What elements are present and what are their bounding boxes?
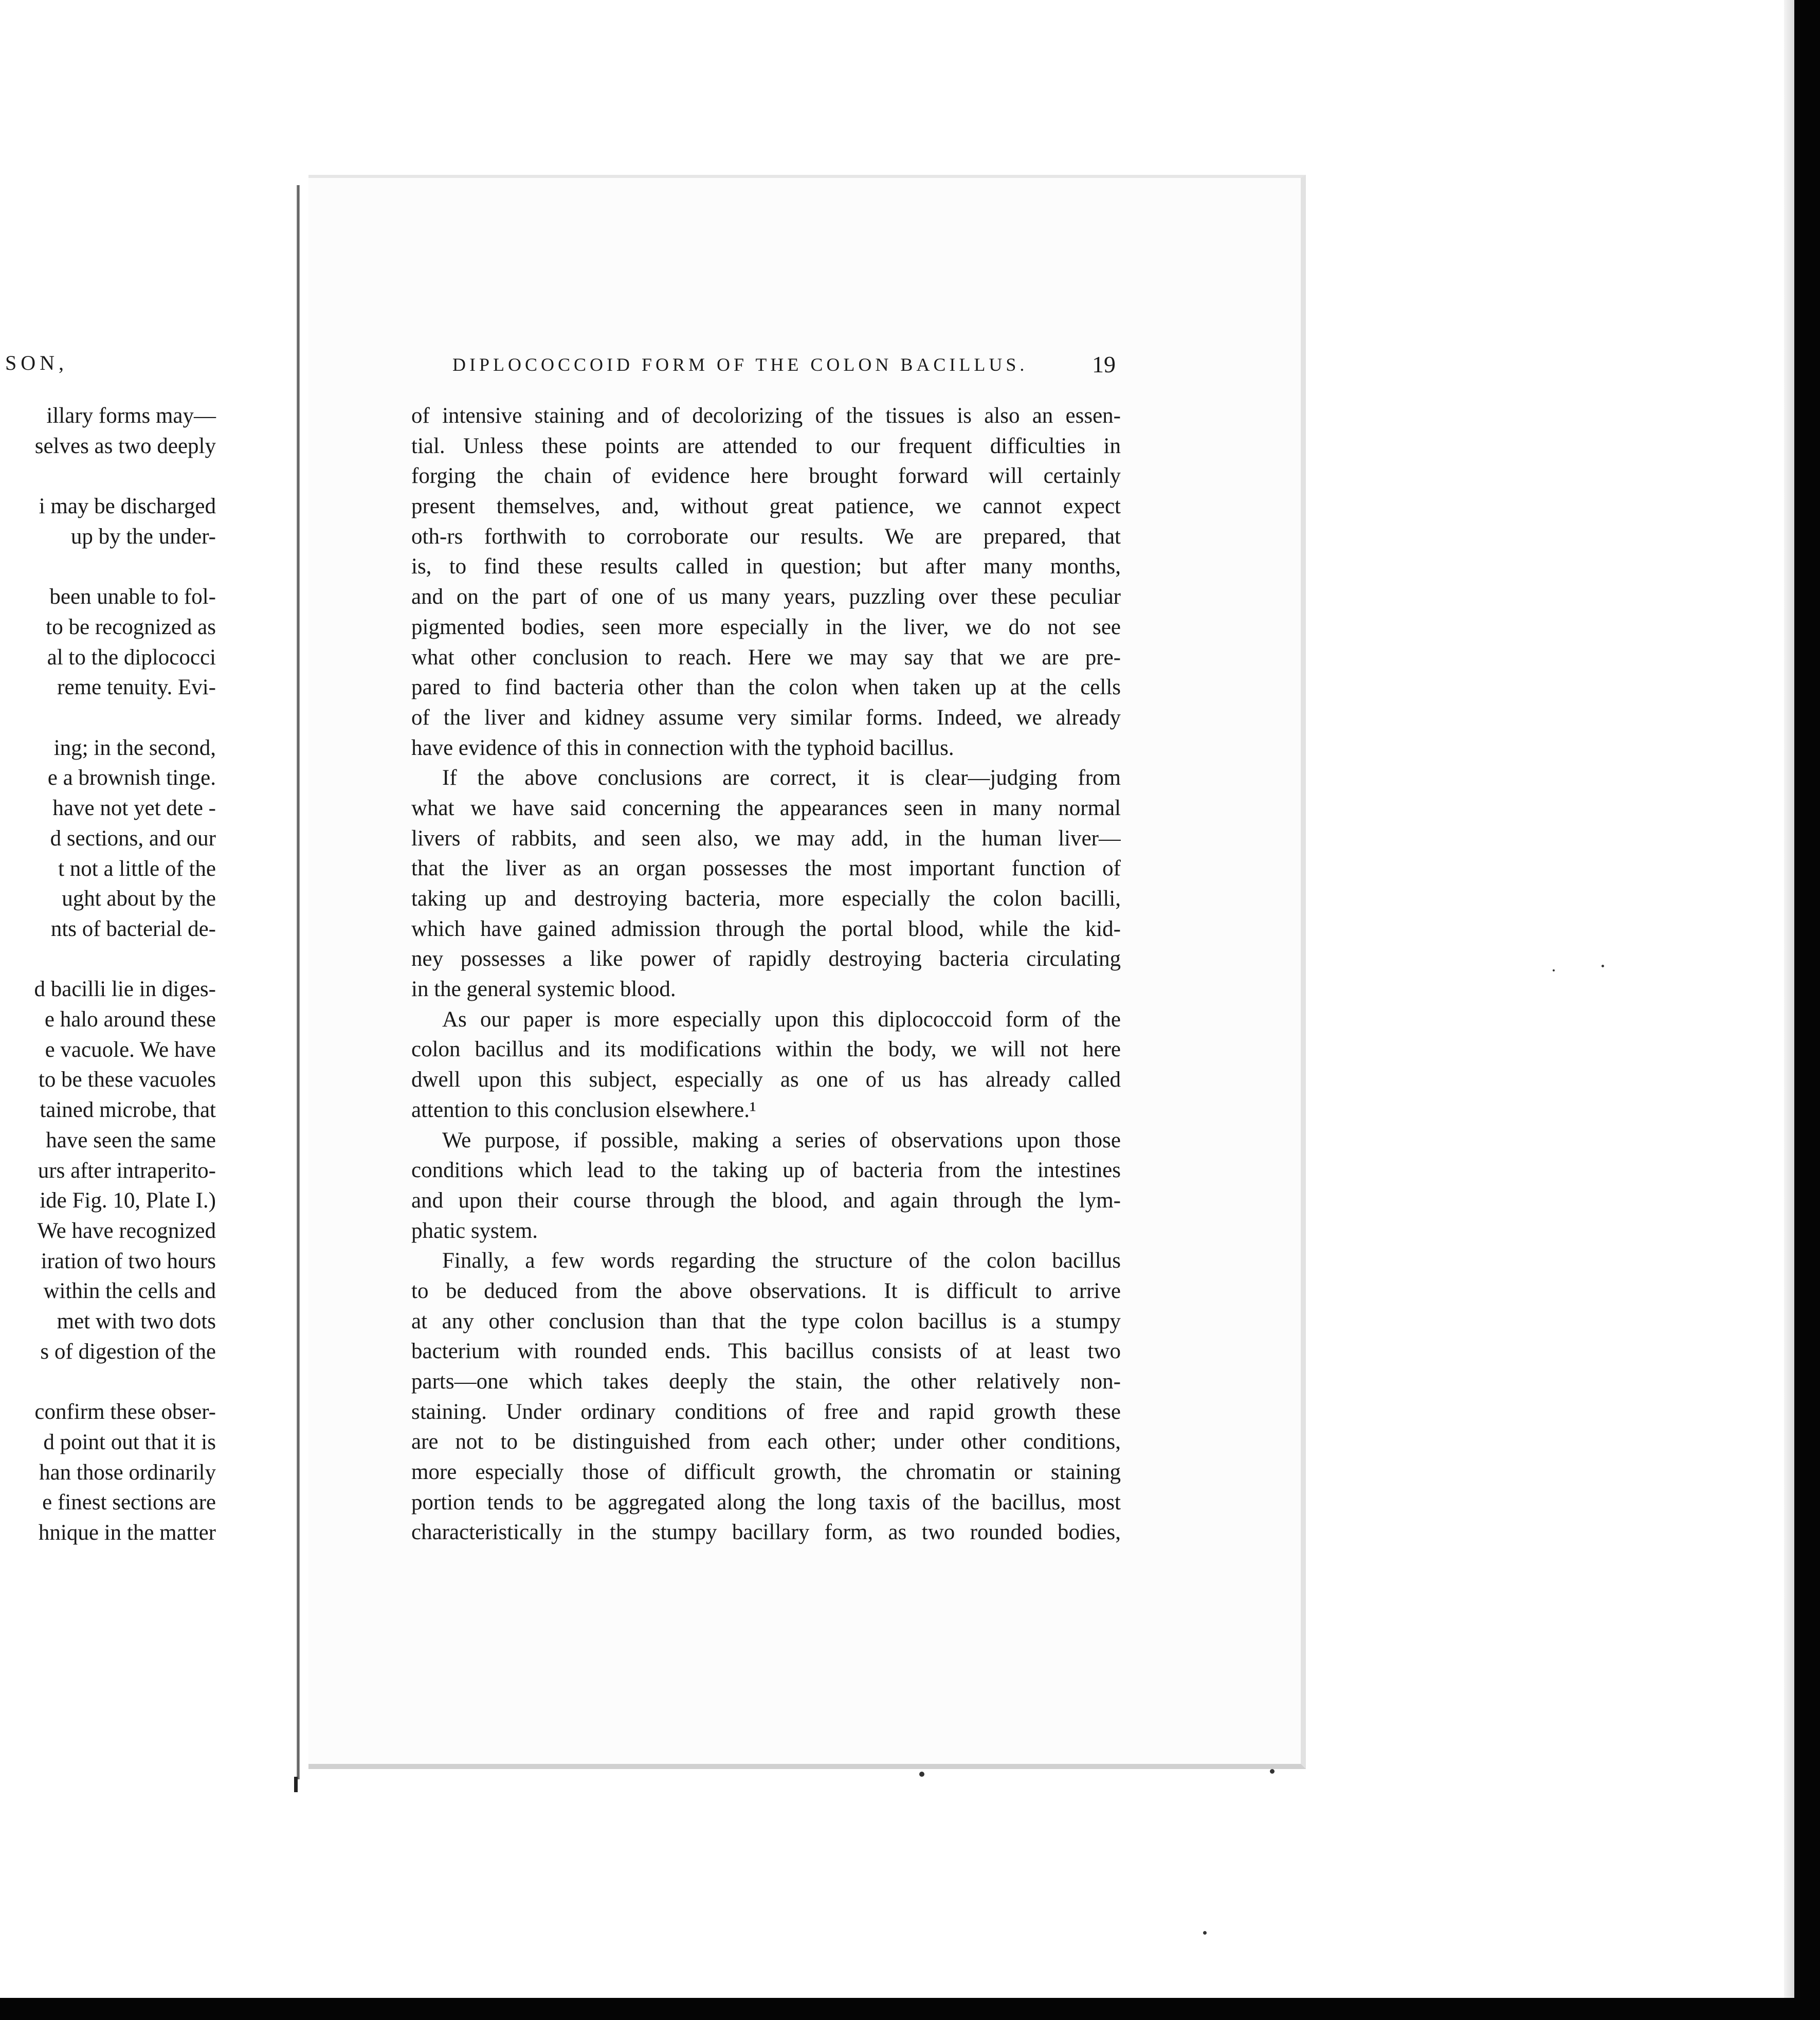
left-text-line: to be these vacuoles <box>38 1068 216 1092</box>
left-text-line: up by the under- <box>70 524 216 549</box>
body-text-line: that the liver as an organ possesses the most important function of <box>411 856 1121 881</box>
body-text-line: what other conclusion to reach. Here we may say that we are pre- <box>411 645 1121 670</box>
scan-speck <box>1203 1931 1207 1935</box>
left-text-line: ing; in the second, <box>53 735 216 760</box>
body-text-line: attention to this conclusion elsewhere.¹ <box>411 1097 756 1122</box>
scan-edge <box>1784 0 1795 2000</box>
scan-border-bottom <box>0 1998 1820 2020</box>
body-text-line: is, to find these results called in question; but after many months, <box>411 554 1121 579</box>
body-text-line: and on the part of one of us many years, puzzling over these peculiar <box>411 585 1121 609</box>
body-text-line: of the liver and kidney assume very similar forms. Indeed, we already <box>411 705 1121 730</box>
body-text-line: portion tends to be aggregated along the long taxis of the bacillus, most <box>411 1490 1121 1514</box>
left-text-line: nts of bacterial de- <box>50 916 216 941</box>
body-text-line: bacterium with rounded ends. This bacillus consists of at least two <box>411 1339 1121 1364</box>
left-text-line: d sections, and our <box>50 826 216 851</box>
left-text-line: have not yet dete - <box>52 796 216 821</box>
running-head: DIPLOCOCCOID FORM OF THE COLON BACILLUS. <box>452 354 1028 375</box>
left-text-line: reme tenuity. Evi- <box>57 675 216 700</box>
left-text-line: t not a little of the <box>58 856 216 881</box>
body-text-line: pared to find bacteria other than the colon when taken up at the cells <box>411 675 1121 700</box>
scan-speck <box>1553 969 1555 971</box>
left-text-line: i may be discharged <box>39 494 216 519</box>
body-text <box>411 401 1121 1548</box>
left-text-line: iration of two hours <box>41 1249 216 1273</box>
body-text-line: conditions which lead to the taking up of bacteria from the intestines <box>411 1158 1121 1183</box>
scan-border-right <box>1794 0 1820 2020</box>
body-text-line: and upon their course through the blood, and again through the lym- <box>411 1188 1121 1213</box>
left-text-line: have seen the same <box>46 1128 216 1152</box>
body-text-line: have evidence of this in connection with the typhoid bacillus. <box>411 735 954 760</box>
body-text-line: forging the chain of evidence here brought forward will certainly <box>411 464 1121 489</box>
scan-speck <box>1601 965 1604 967</box>
left-text-line: been unable to fol- <box>49 585 216 609</box>
body-text-line: parts—one which takes deeply the stain, the other relatively non- <box>411 1369 1121 1394</box>
page-header <box>452 351 1116 385</box>
body-text-line: tial. Unless these points are attended to our frequent difficulties in <box>411 434 1121 458</box>
left-text-line: We have recognized <box>37 1218 216 1243</box>
left-text-line: met with two dots <box>57 1309 216 1333</box>
body-text-line: what we have said concerning the appearances seen in many normal <box>411 796 1121 820</box>
left-text-line: s of digestion of the <box>40 1339 216 1364</box>
left-running-head: SON, <box>5 351 68 374</box>
left-text-line: e a brownish tinge. <box>47 766 216 790</box>
body-text-line: Finally, a few words regarding the structure of the colon bacillus <box>442 1249 1121 1273</box>
body-text-line: taking up and destroying bacteria, more especially the colon bacilli, <box>411 887 1121 911</box>
left-text-line: tained microbe, that <box>40 1098 216 1123</box>
body-text-line: present themselves, and, without great patience, we cannot expect <box>411 494 1121 519</box>
left-text-line: han those ordinarily <box>39 1460 216 1485</box>
left-text-line: ide Fig. 10, Plate I.) <box>40 1188 216 1213</box>
body-text-line: livers of rabbits, and seen also, we may add, in the human liver— <box>411 826 1121 851</box>
left-text-line: hnique in the matter <box>38 1520 216 1545</box>
body-text-line: oth-rs forthwith to corroborate our results. We are prepared, that <box>411 524 1121 549</box>
left-text-line: d bacilli lie in diges- <box>34 977 216 1002</box>
body-text-line: As our paper is more especially upon this diplococcoid form of the <box>442 1007 1121 1032</box>
body-text-line: pigmented bodies, seen more especially in the liver, we do not see <box>411 615 1121 639</box>
gutter-mark <box>294 1777 298 1792</box>
scan-speck <box>919 1772 924 1777</box>
left-text-line: e vacuole. We have <box>45 1037 216 1062</box>
body-text-line: dwell upon this subject, especially as one of us has already called <box>411 1068 1121 1092</box>
left-text-line: illary forms may— <box>46 404 216 428</box>
left-text-line: confirm these obser- <box>34 1400 216 1424</box>
left-text-line: al to the diplococci <box>47 645 216 670</box>
body-text-line: characteristically in the stumpy bacillary form, as two rounded bodies, <box>411 1520 1121 1545</box>
left-text-line: e halo around these <box>44 1007 216 1032</box>
left-text-line: selves as two deeply <box>34 434 216 458</box>
body-text-line: If the above conclusions are correct, it is clear—judging from <box>442 766 1121 790</box>
body-text-line: colon bacillus and its modifications within the body, we will not here <box>411 1037 1121 1062</box>
body-text-line: which have gained admission through the portal blood, while the kid- <box>411 916 1121 941</box>
left-text-line: urs after intraperito- <box>38 1158 216 1183</box>
left-text-line: ught about by the <box>62 887 216 911</box>
gutter-line <box>297 185 300 1779</box>
page-number: 19 <box>1092 351 1116 377</box>
body-text-line: in the general systemic blood. <box>411 977 676 1002</box>
left-text-line: to be recognized as <box>46 615 216 639</box>
body-text-line: at any other conclusion than that the type colon bacillus is a stumpy <box>411 1309 1121 1333</box>
body-text-line: ney possesses a like power of rapidly destroying bacteria circulating <box>411 947 1121 971</box>
left-text-line: within the cells and <box>43 1279 216 1304</box>
body-text-line: of intensive staining and of decolorizing of the tissues is also an essen- <box>411 404 1121 428</box>
scan-speck <box>1270 1769 1275 1774</box>
body-text-line: are not to be distinguished from each other; under other conditions, <box>411 1430 1121 1454</box>
body-text-line: more especially those of difficult growth, the chromatin or staining <box>411 1460 1121 1485</box>
left-text-line: e finest sections are <box>42 1490 216 1515</box>
left-page-fragment <box>0 0 288 1800</box>
body-text-line: to be deduced from the above observations. It is difficult to arrive <box>411 1278 1121 1303</box>
body-text-line: phatic system. <box>411 1218 538 1243</box>
body-text-line: staining. Under ordinary conditions of free and rapid growth these <box>411 1399 1121 1424</box>
left-text-line: d point out that it is <box>43 1430 216 1454</box>
body-text-line: We purpose, if possible, making a series of observations upon those <box>442 1128 1121 1152</box>
